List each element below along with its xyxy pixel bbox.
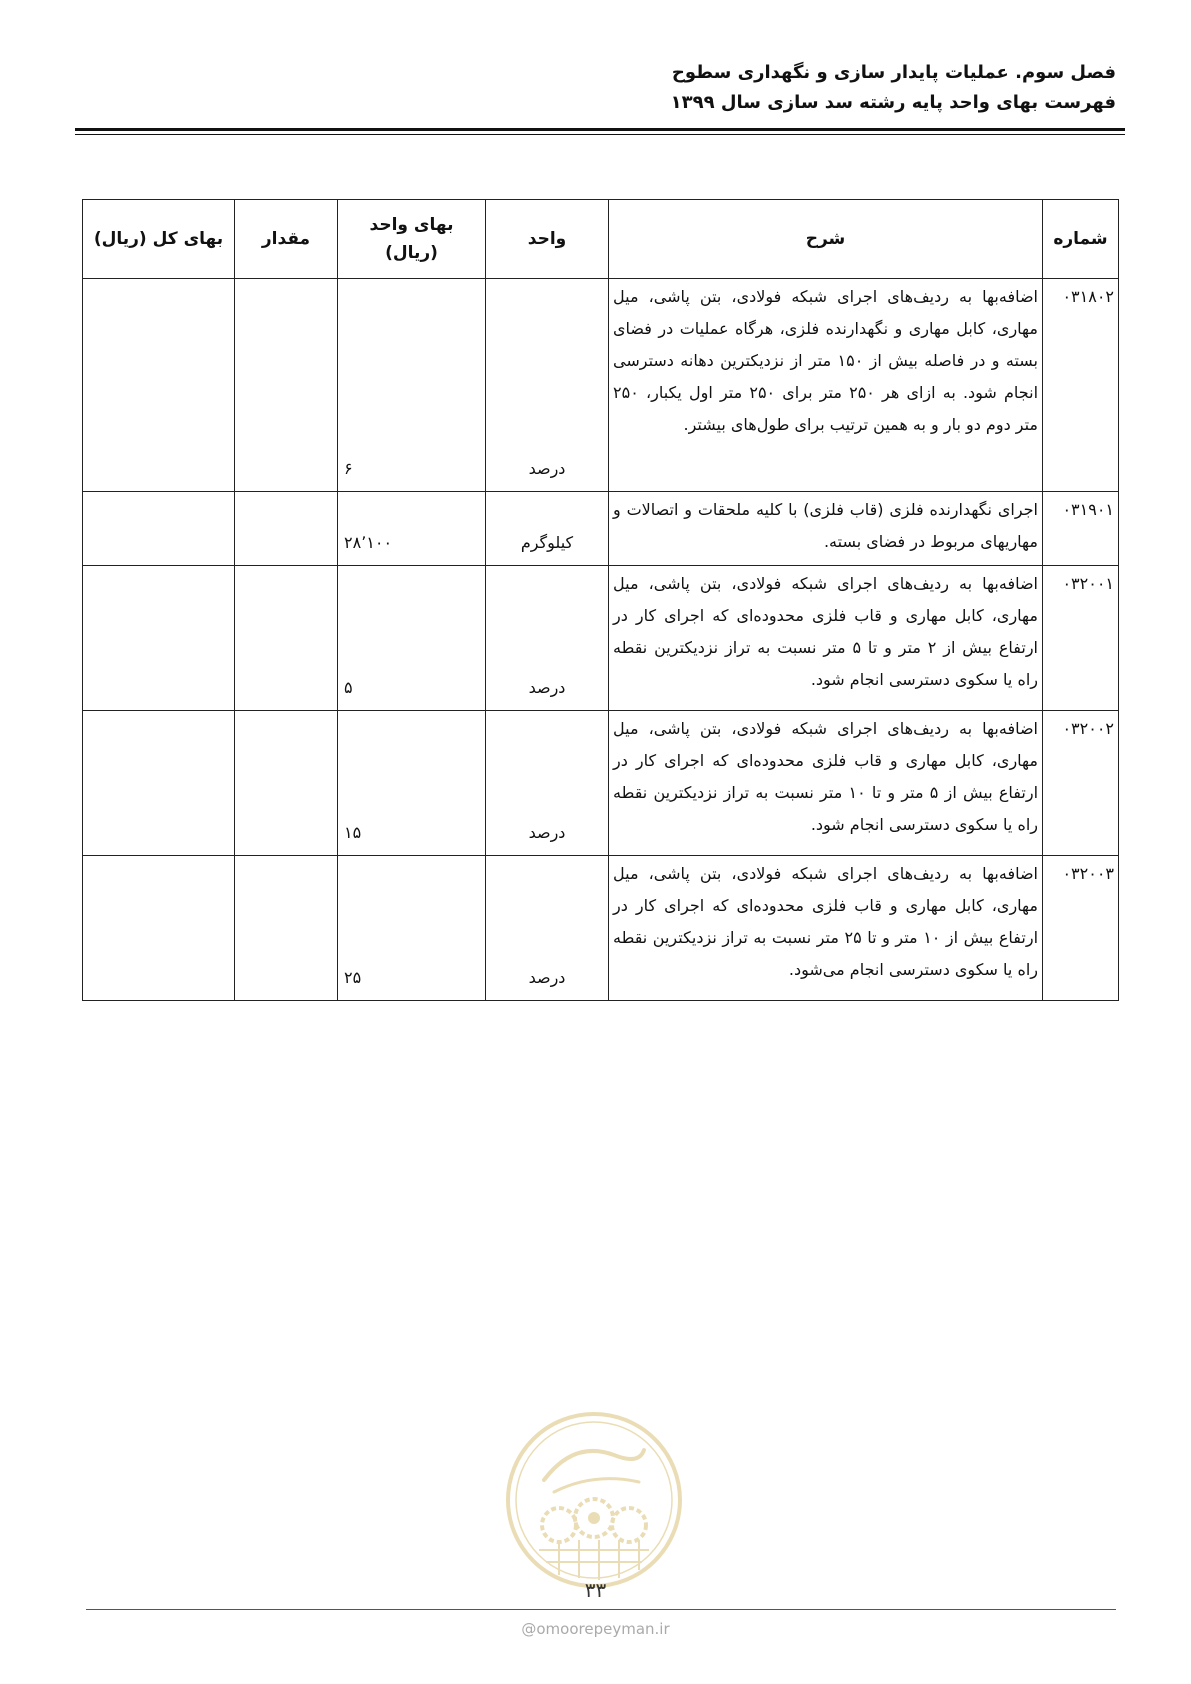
row-code: ۰۳۲۰۰۱ bbox=[1043, 566, 1119, 711]
row-unit-price: ۶ bbox=[338, 279, 486, 492]
price-list-title: فهرست بهای واحد پایه رشته سد سازی سال ۱۳۹۹ bbox=[670, 92, 1116, 113]
row-unit: درصد bbox=[486, 711, 609, 856]
table-row bbox=[83, 492, 1119, 566]
header-unit-price-currency: (ریال) bbox=[385, 243, 438, 263]
table-row bbox=[83, 856, 1119, 1001]
row-quantity bbox=[235, 279, 338, 492]
table-header-row bbox=[83, 200, 1119, 279]
header-total-price: بهای کل (ریال) bbox=[83, 200, 235, 279]
header-unit: واحد bbox=[486, 200, 609, 279]
header-rule-thick bbox=[75, 128, 1125, 131]
header-rule-thin bbox=[75, 134, 1125, 135]
row-unit: درصد bbox=[486, 566, 609, 711]
price-table bbox=[82, 199, 1119, 1001]
row-unit: کیلوگرم bbox=[486, 492, 609, 566]
row-total-price bbox=[83, 711, 235, 856]
header-description: شرح bbox=[609, 200, 1043, 279]
row-description: اجرای نگهدارنده فلزی (قاب فلزی) با کلیه ملحقات و اتصالات و مهاریهای مربوط در فضای بسته. bbox=[609, 492, 1043, 566]
row-unit-price: ۱۵ bbox=[338, 711, 486, 856]
row-unit-price: ۵ bbox=[338, 566, 486, 711]
page-header bbox=[66, 58, 1116, 118]
header-unit-price-label: بهای واحد bbox=[369, 215, 454, 235]
header-code: شماره bbox=[1043, 200, 1119, 279]
row-total-price bbox=[83, 492, 235, 566]
table-row bbox=[83, 566, 1119, 711]
row-quantity bbox=[235, 711, 338, 856]
watermark-logo bbox=[504, 1410, 684, 1590]
row-quantity bbox=[235, 856, 338, 1001]
row-unit-price: ۲۸٬۱۰۰ bbox=[338, 492, 486, 566]
row-code: ۰۳۲۰۰۳ bbox=[1043, 856, 1119, 1001]
row-description: اضافه‌بها به ردیف‌های اجرای شبکه فولادی، بتن پاشی، میل مهاری، کابل مهاری و قاب فلزی محدوده‌ای که اجرای کار در ارتفاع بیش از ۵ متر و تا ۱۰ متر نسبت به تراز نزدیکترین نقطه راه یا سکوی دسترسی انجام شود. bbox=[609, 711, 1043, 856]
row-code: ۰۳۲۰۰۲ bbox=[1043, 711, 1119, 856]
row-code: ۰۳۱۸۰۲ bbox=[1043, 279, 1119, 492]
chapter-title: فصل سوم. عملیات پایدار سازی و نگهداری سطوح bbox=[671, 62, 1116, 83]
row-description: اضافه‌بها به ردیف‌های اجرای شبکه فولادی، بتن پاشی، میل مهاری، کابل مهاری و قاب فلزی محدوده‌ای که اجرای کار در ارتفاع بیش از ۲ متر و تا ۵ متر نسبت به تراز نزدیکترین نقطه راه یا سکوی دسترسی انجام شود. bbox=[609, 566, 1043, 711]
page-number: ۳۳ bbox=[584, 1578, 607, 1602]
table-row bbox=[83, 711, 1119, 856]
row-unit: درصد bbox=[486, 279, 609, 492]
row-quantity bbox=[235, 566, 338, 711]
row-unit-price: ۲۵ bbox=[338, 856, 486, 1001]
row-unit: درصد bbox=[486, 856, 609, 1001]
row-total-price bbox=[83, 566, 235, 711]
row-description: اضافه‌بها به ردیف‌های اجرای شبکه فولادی، بتن پاشی، میل مهاری، کابل مهاری و قاب فلزی محدوده‌ای که اجرای کار در ارتفاع بیش از ۱۰ متر و تا ۲۵ متر نسبت به تراز نزدیکترین نقطه راه یا سکوی دسترسی انجام می‌شود. bbox=[609, 856, 1043, 1001]
row-code: ۰۳۱۹۰۱ bbox=[1043, 492, 1119, 566]
header-unit-price bbox=[338, 200, 486, 279]
footer-rule bbox=[86, 1609, 1116, 1610]
website-watermark: @omoorepeyman.ir bbox=[521, 1620, 670, 1638]
header-quantity: مقدار bbox=[235, 200, 338, 279]
table-row bbox=[83, 279, 1119, 492]
row-total-price bbox=[83, 856, 235, 1001]
row-description: اضافه‌بها به ردیف‌های اجرای شبکه فولادی، بتن پاشی، میل مهاری، کابل مهاری و نگهدارنده فلزی، هرگاه عملیات در فضای بسته و در فاصله بیش از ۱۵۰ متر از نزدیکترین دهانه دسترسی انجام شود. به ازای هر ۲۵۰ متر برای ۲۵۰ متر اول یکبار، ۲۵۰ متر دوم دو بار و به همین ترتیب برای طول‌های بیشتر. bbox=[609, 279, 1043, 492]
row-quantity bbox=[235, 492, 338, 566]
row-total-price bbox=[83, 279, 235, 492]
